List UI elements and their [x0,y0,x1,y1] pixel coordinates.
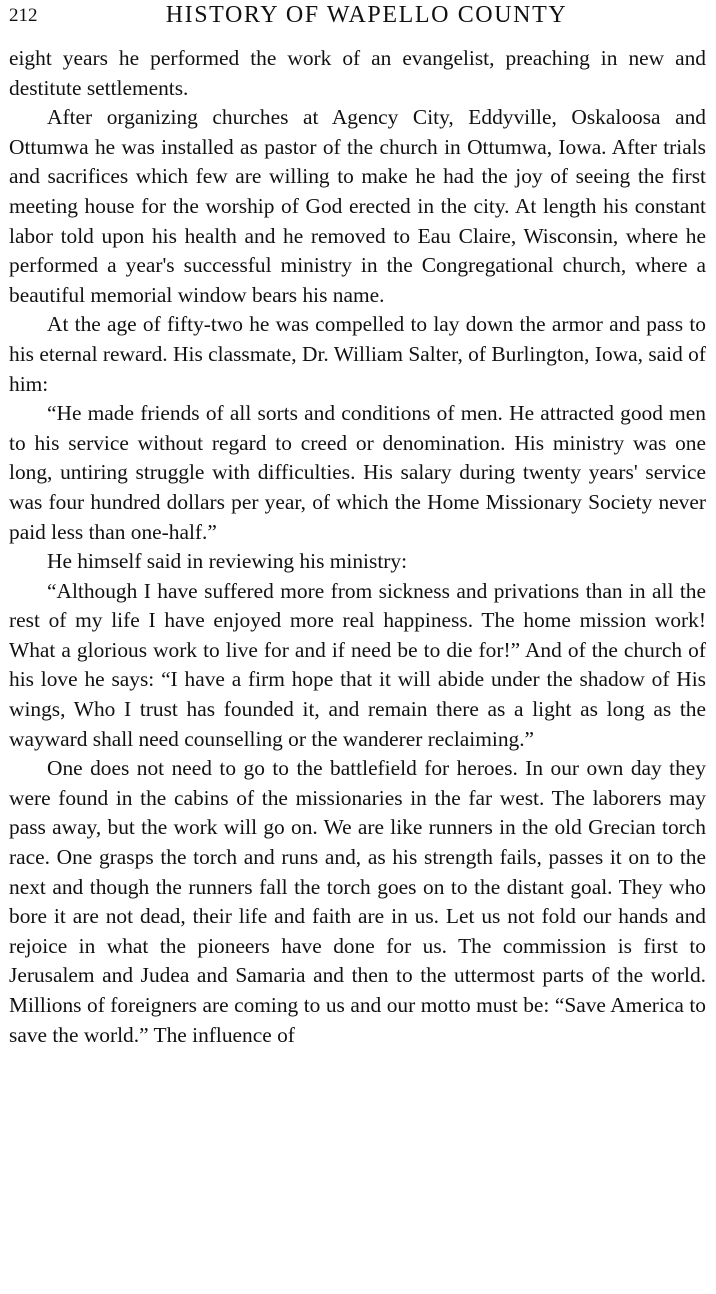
paragraph-continued: eight years he performed the work of an evangelist, preaching in new and destitute settlements. [9,46,706,100]
page-header [9,0,706,44]
body-text [9,44,706,1050]
quote-salter: “He made friends of all sorts and conditions of men. He attracted good men to his service without regard to creed or denomination. His ministry was one long, untiring struggle with difficulties. His salary during twenty years' service was four hundred dollars per year, of which the Home Missionary Society never paid less than one-half.” [9,401,706,544]
page-number: 212 [9,5,38,26]
paragraph-churches: After organizing churches at Agency City, Eddyville, Oskaloosa and Ottumwa he was installed as pastor of the church in Ottumwa, Iowa. After trials and sacrifices which few are willing to make he had the joy of seeing the first meeting house for the worship of God erected in the city. At length his constant labor told upon his health and he removed to Eau Claire, Wisconsin, where he performed a year's successful ministry in the Congregational church, where a beautiful memorial window bears his name. [9,105,706,307]
paragraph-death: At the age of fifty-two he was compelled to lay down the armor and pass to his eternal reward. His classmate, Dr. William Salter, of Burlington, Iowa, said of him: [9,312,706,396]
quote-ministry: “Although I have suffered more from sickness and privations than in all the rest of my life I have enjoyed more real happiness. The home mission work! What a glorious work to live for and if need be to die for!” And of the church of his love he says: “I have a firm hope that it will abide under the shadow of His wings, Who I trust has founded it, and remain there as a light as long as the wayward shall need counselling or the wanderer reclaiming.” [9,578,706,751]
paragraph-heroes: One does not need to go to the battlefield for heroes. In our own day they were found in the cabins of the missionaries in the far west. The laborers may pass away, but the work will go on. We are like runners in the old Grecian torch race. One grasps the torch and runs and, as his strength fails, passes it on to the next and though the runners fall the torch goes on to the distant goal. They who bore it are not dead, their life and faith are in us. Let us not fold our hands and rejoice in what the pioneers have done for us. The commission is first to Jerusalem and Judea and Samaria and then to the uttermost parts of the world. Millions of foreigners are coming to us and our motto must be: “Save America to save the world.” The influence of [9,756,706,1047]
paragraph-reviewing: He himself said in reviewing his ministry: [47,549,408,574]
running-head: HISTORY OF WAPELLO COUNTY [165,2,568,28]
